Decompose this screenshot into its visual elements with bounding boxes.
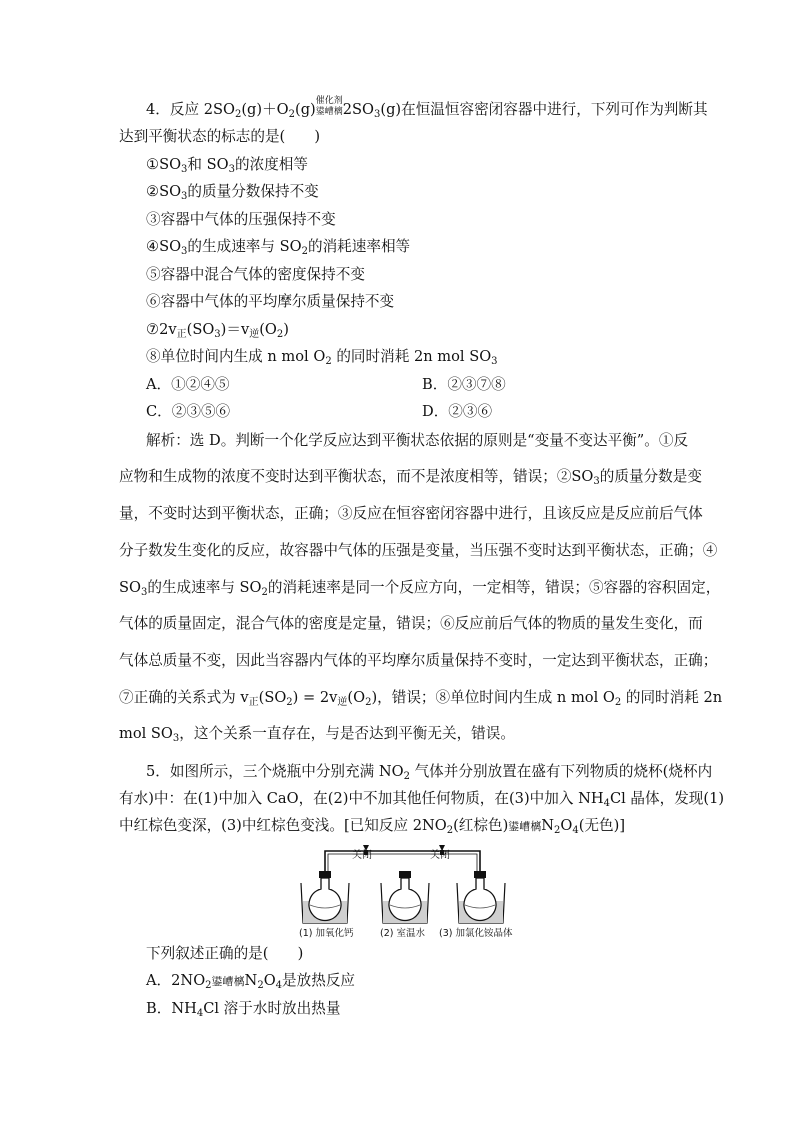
connecting-tube-inner [328,854,477,871]
q4-item-5: ⑤容器中混合气体的密度保持不变 [146,266,365,283]
q4-item-6: ⑥容器中气体的平均摩尔质量保持不变 [146,293,395,310]
caption-flask-2: (2) 室温水 [380,928,425,939]
q4-choice-a: A．①②④⑤ [146,376,230,393]
analysis-line-7: 气体总质量不变，因此当容器内气体的平均摩尔质量保持不变时，一定达到平衡状态，正确； [119,652,718,669]
q5-stem-line3: 中红棕色变深，(3)中红棕色变浅。[已知反应 $2NO_2$(红棕色)鍙嶆樆$N_2O_4$(无色)] [119,817,626,836]
flask-1 [309,878,341,920]
reversible-arrow: 催化剂 鍙嶆樆 [316,100,343,122]
stopper-1 [319,871,331,878]
analysis-line-3: 量，不变时达到平衡状态，正确；③反应在恒容密闭容器中进行，且该反应是反应前后气体 [119,505,703,522]
analysis-line-4: 分子数发生变化的反应，故容器中气体的压强是变量，当压强不变时达到平衡状态，正确；④ [119,542,718,559]
q4-item-2: $②SO_3$的质量分数保持不变 [146,183,319,202]
q4-stem-line2: 达到平衡状态的标志的是( ) [119,128,321,145]
q4-choice-b: B．②③⑦⑧ [422,376,506,393]
q4-choice-c: C．②③⑤⑥ [146,403,231,420]
catalyst-label: 催化剂 [315,96,343,106]
q4-choice-d: D．②③⑥ [422,403,493,420]
stopper-2 [399,871,411,878]
q5-prompt: 下列叙述正确的是( ) [146,945,304,962]
q4-item-1: $①SO_3$和 $SO_3$的浓度相等 [146,156,308,175]
flask-apparatus-figure [295,843,535,943]
caption-flask-3: (3) 加氯化铵晶体 [439,928,513,939]
q4-item-4: $④SO_3$的生成速率与 $SO_2$的消耗速率相等 [146,238,411,257]
analysis-line-2: 应物和生成物的浓度不变时达到平衡状态，而不是浓度相等，错误；$②SO_3$的质量分数是变 [119,468,702,487]
q4-item-3: ③容器中气体的压强保持不变 [146,211,336,228]
analysis-line-1: 解析：选 D。判断一个化学反应达到平衡状态依据的原则是“变量不变达平衡”。①反 [146,432,689,449]
analysis-line-8: ⑦正确的关系式为 $v_正(SO_2) = 2v_逆(O_2)$，错误；⑧单位时间内生成 n mol $O_2$ 的同时消耗 2n [119,689,723,708]
q4-stem-line1: 4．反应 $2SO_2(g)+O_2(g)$ 催化剂 鍙嶆樆$2SO_3(g)$在恒温恒容密闭容器中进行，下列可作为判断其 [146,100,708,122]
q5-stem-line2: 有水)中：在(1)中加入 CaO，在(2)中不加其他任何物质，在(3)中加入 $NH_4Cl$ 晶体，发现(1) [119,790,725,809]
analysis-line-5: $SO_3$的生成速率与 $SO_2$的消耗速率是同一个反应方向，一定相等，错误；⑤容器的容积固定， [119,579,721,598]
q4-item-7: $⑦2v_正(SO_3)=v_逆(O_2)$ [146,321,289,340]
analysis-line-6: 气体的质量固定，混合气体的密度是定量，错误；⑥反应前后气体的物质的量发生变化，而 [119,615,703,632]
caption-flask-1: (1) 加氧化钙 [299,928,354,939]
flask-2 [389,878,421,920]
q5-stem-line1: 5．如图所示，三个烧瓶中分别充满 $NO_2$ 气体并分别放置在盛有下列物质的烧杯(烧杯内 [146,763,713,782]
flask-3 [464,878,496,920]
valve-label-right: 关闭 [430,850,450,861]
stopper-3 [474,871,486,878]
q5-choice-a: A．$2NO_2$鍙嶆樆$N_2O_4$是放热反应 [146,972,356,991]
q4-item-8: ⑧单位时间内生成 n mol $O_2$ 的同时消耗 2n mol $SO_3$ [146,348,498,367]
analysis-line-9: mol $SO_3$，这个关系一直存在，与是否达到平衡无关，错误。 [119,725,515,744]
valve-label-left: 关闭 [352,850,372,861]
q5-choice-b: B．$NH_4Cl$ 溶于水时放出热量 [146,1000,341,1019]
